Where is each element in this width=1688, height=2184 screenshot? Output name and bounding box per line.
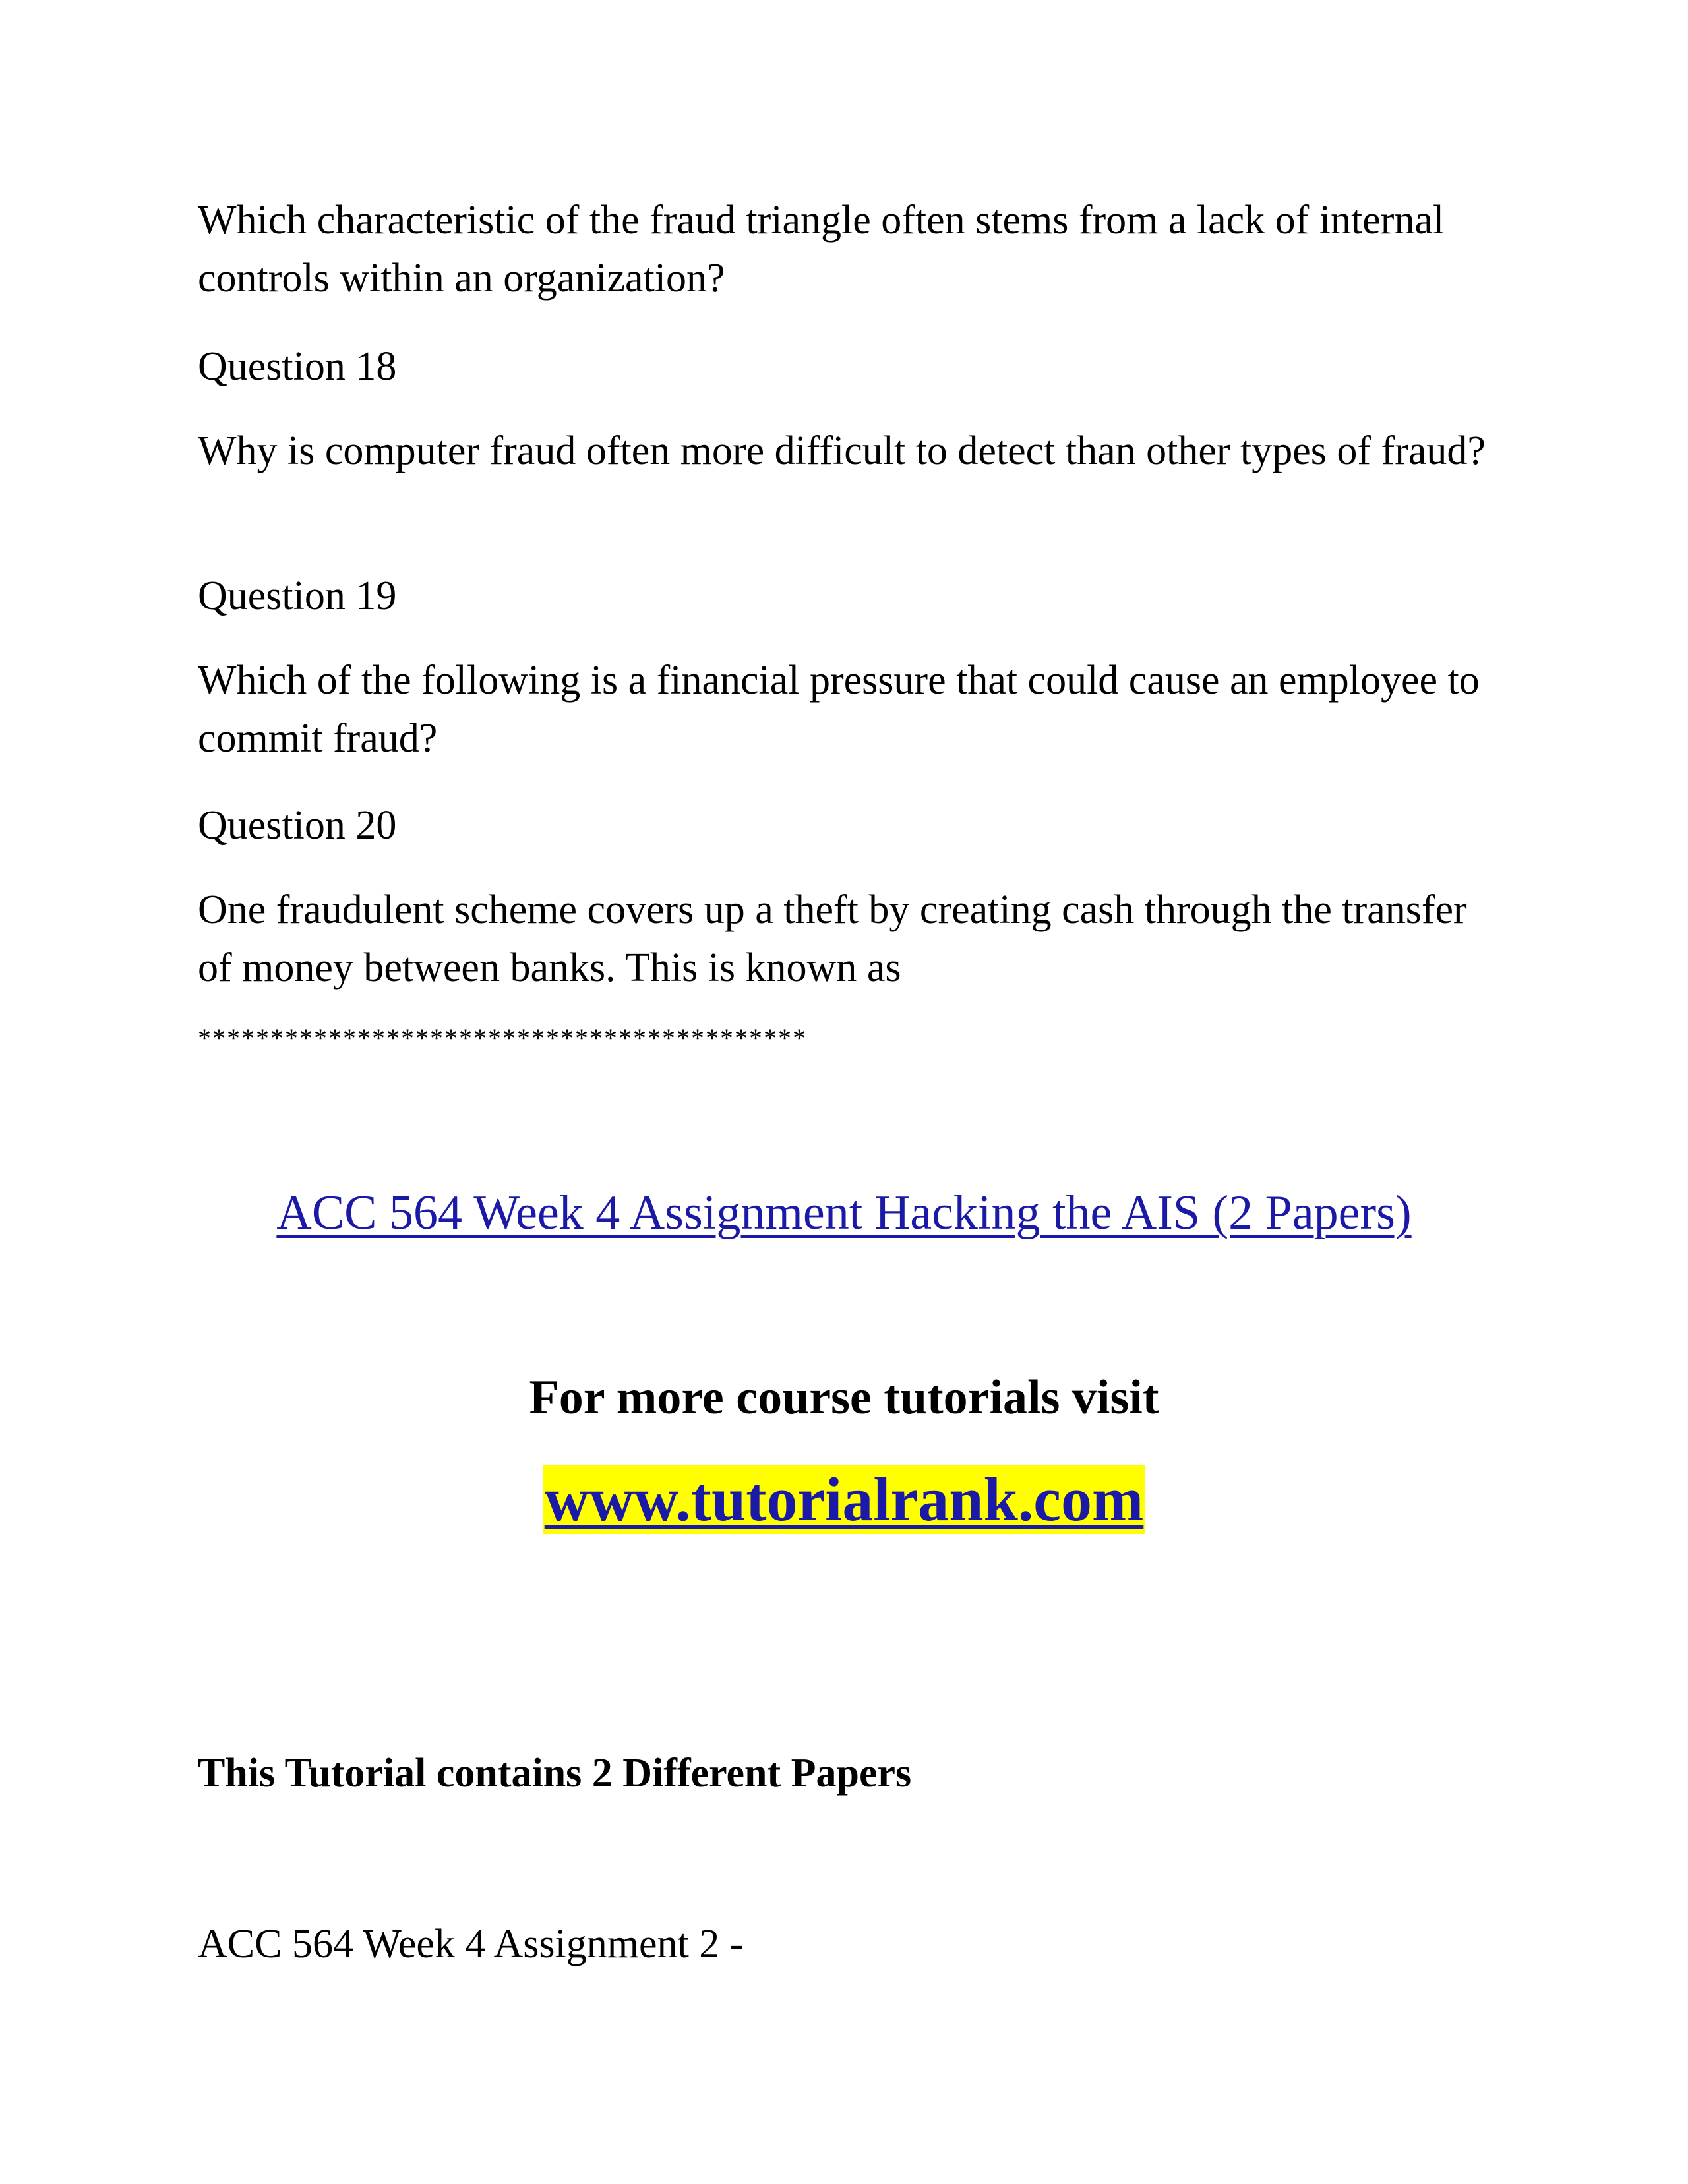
tutorialrank-site-link[interactable]: www.tutorialrank.com bbox=[544, 1465, 1144, 1534]
assignment-title-link[interactable]: ACC 564 Week 4 Assignment Hacking the AIS (2 Papers) bbox=[276, 1186, 1412, 1240]
question-19-label: Question 19 bbox=[198, 574, 397, 618]
assignment-link-container bbox=[0, 1183, 1688, 1243]
visit-heading: For more course tutorials visit bbox=[529, 1371, 1159, 1425]
question-20-label: Question 20 bbox=[198, 803, 397, 848]
question-18-label: Question 18 bbox=[198, 344, 397, 389]
question-20-text: One fraudulent scheme covers up a theft by creating cash through the transfer of money between banks. This is known as bbox=[198, 887, 1467, 990]
question-19-text: Which of the following is a financial pressure that could cause an employee to commit fraud? bbox=[198, 658, 1480, 761]
question-18-text: Why is computer fraud often more difficult to detect than other types of fraud? bbox=[198, 428, 1486, 473]
separator-line: ****************************************** bbox=[198, 1023, 807, 1053]
tutorial-note: This Tutorial contains 2 Different Papers bbox=[198, 1751, 912, 1796]
assignment-2-heading: ACC 564 Week 4 Assignment 2 - bbox=[198, 1922, 744, 1966]
site-link-container bbox=[0, 1463, 1688, 1536]
question-17-text: Which characteristic of the fraud triangle often stems from a lack of internal controls within an organization? bbox=[198, 198, 1445, 301]
